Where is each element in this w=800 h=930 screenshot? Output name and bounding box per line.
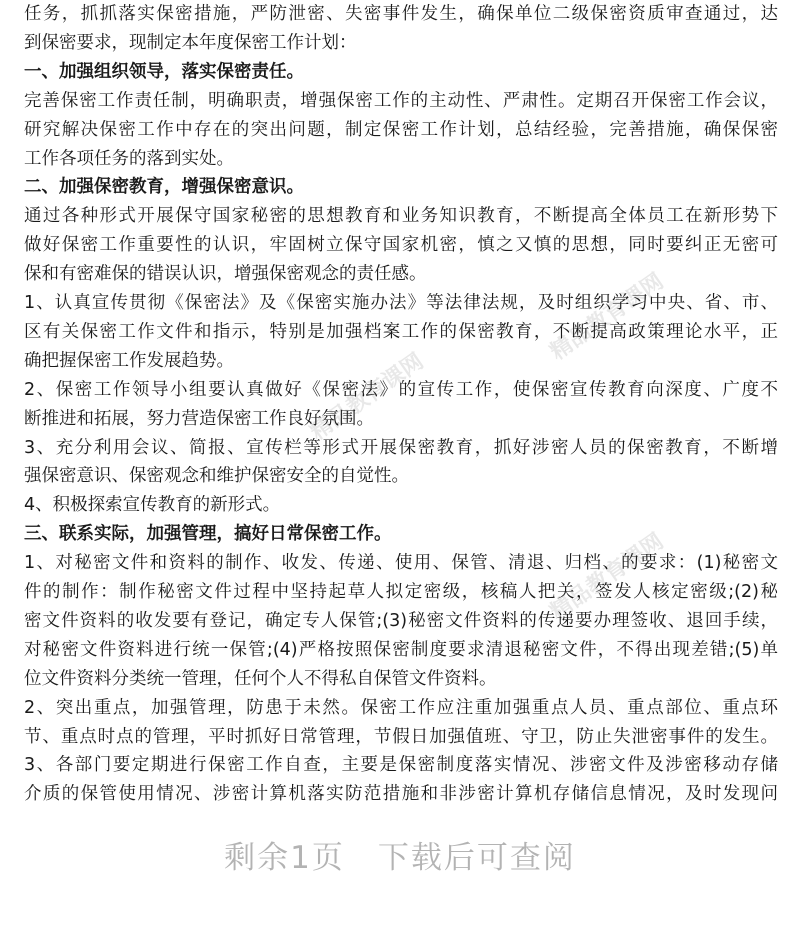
paragraph-line: 做好保密工作重要性的认识，牢固树立保守国家机密，慎之又慎的思想，同时要纠正无密可 <box>24 235 778 256</box>
paragraph-line: 1、认真宣传贯彻《保密法》及《保密实施办法》等法律法规，及时组织学习中央、省、市、 <box>24 293 778 313</box>
paragraph-line: 3、充分利用会议、简报、宣传栏等形式开展保密教育，抓好涉密人员的保密教育，不断增 <box>24 437 778 458</box>
paragraph-line: 工作各项任务的落到实处。 <box>24 148 234 169</box>
paragraph-line: 2、保密工作领导小组要认真做好《保密法》的宣传工作，使保密宣传教育向深度、广度不 <box>24 379 778 400</box>
paragraph-line: 到保密要求，现制定本年度保密工作计划： <box>24 32 357 53</box>
paragraph-line: 节、重点时点的管理，平时抓好日常管理，节假日加强值班、守卫，防止失泄密事件的发生。 <box>24 726 778 747</box>
paragraph-line: 对秘密文件资料进行统一保管;(4)严格按照保密制度要求清退秘密文件，不得出现差错;(5)单 <box>24 639 778 660</box>
paragraph-line: 3、各部门要定期进行保密工作自查，主要是保密制度落实情况、涉密文件及涉密移动存储 <box>24 755 778 776</box>
remaining-pages-notice[interactable]: 剩余1页 下载后可查阅 <box>224 840 576 876</box>
paragraph-line: 任务，抓抓落实保密措施，严防泄密、失密事件发生，确保单位二级保密资质审查通过，达 <box>24 4 778 24</box>
section-heading: 一、加强组织领导，落实保密责任。 <box>24 61 304 82</box>
paragraph-line: 介质的保管使用情况、涉密计算机落实防范措施和非涉密计算机存储信息情况，及时发现问 <box>24 784 778 805</box>
paragraph-line: 位文件资料分类统一管理，任何个人不得私自保管文件资料。 <box>24 668 497 689</box>
paragraph-line: 强保密意识、保密观念和维护保密安全的自觉性。 <box>24 466 409 487</box>
section-heading: 二、加强保密教育，增强保密意识。 <box>24 177 304 198</box>
paragraph-line: 通过各种形式开展保守国家秘密的思想教育和业务知识教育，不断提高全体员工在新形势下 <box>24 206 778 227</box>
paragraph-line: 2、突出重点，加强管理，防患于未然。保密工作应注重加强重点人员、重点部位、重点环 <box>24 697 778 718</box>
paragraph-line: 件的制作：制作秘密文件过程中坚持起草人拟定密级，核稿人把关，签发人核定密级;(2)秘 <box>24 582 778 602</box>
watermark: 精品教育课网 <box>545 269 669 366</box>
paragraph-line: 密文件资料的收发要有登记，确定专人保管;(3)秘密文件资料的传递要办理签收、退回手续， <box>24 610 778 631</box>
paragraph-line: 断推进和拓展，努力营造保密工作良好氛围。 <box>24 408 374 429</box>
paragraph-line: 研究解决保密工作中存在的突出问题，制定保密工作计划，总结经验，完善措施，确保保密 <box>24 119 778 140</box>
paragraph-line: 1、对秘密文件和资料的制作、收发、传递、使用、保管、清退、归档、的要求：(1)秘密文 <box>24 553 778 574</box>
paragraph-line: 保和有密难保的错误认识，增强保密观念的责任感。 <box>24 264 427 285</box>
paragraph-line: 区有关保密工作文件和指示，特别是加强档案工作的保密教育，不断提高政策理论水平，正 <box>24 321 778 342</box>
paragraph-line: 4、积极探索宣传教育的新形式。 <box>24 495 281 516</box>
watermark: 精品教育课网 <box>545 529 669 626</box>
watermark: 精品教育课网 <box>305 349 429 446</box>
paragraph-line: 确把握保密工作发展趋势。 <box>24 350 234 371</box>
section-heading: 三、联系实际，加强管理，搞好日常保密工作。 <box>24 524 392 545</box>
paragraph-line: 完善保密工作责任制，明确职责，增强保密工作的主动性、严肃性。定期召开保密工作会议， <box>24 90 778 111</box>
